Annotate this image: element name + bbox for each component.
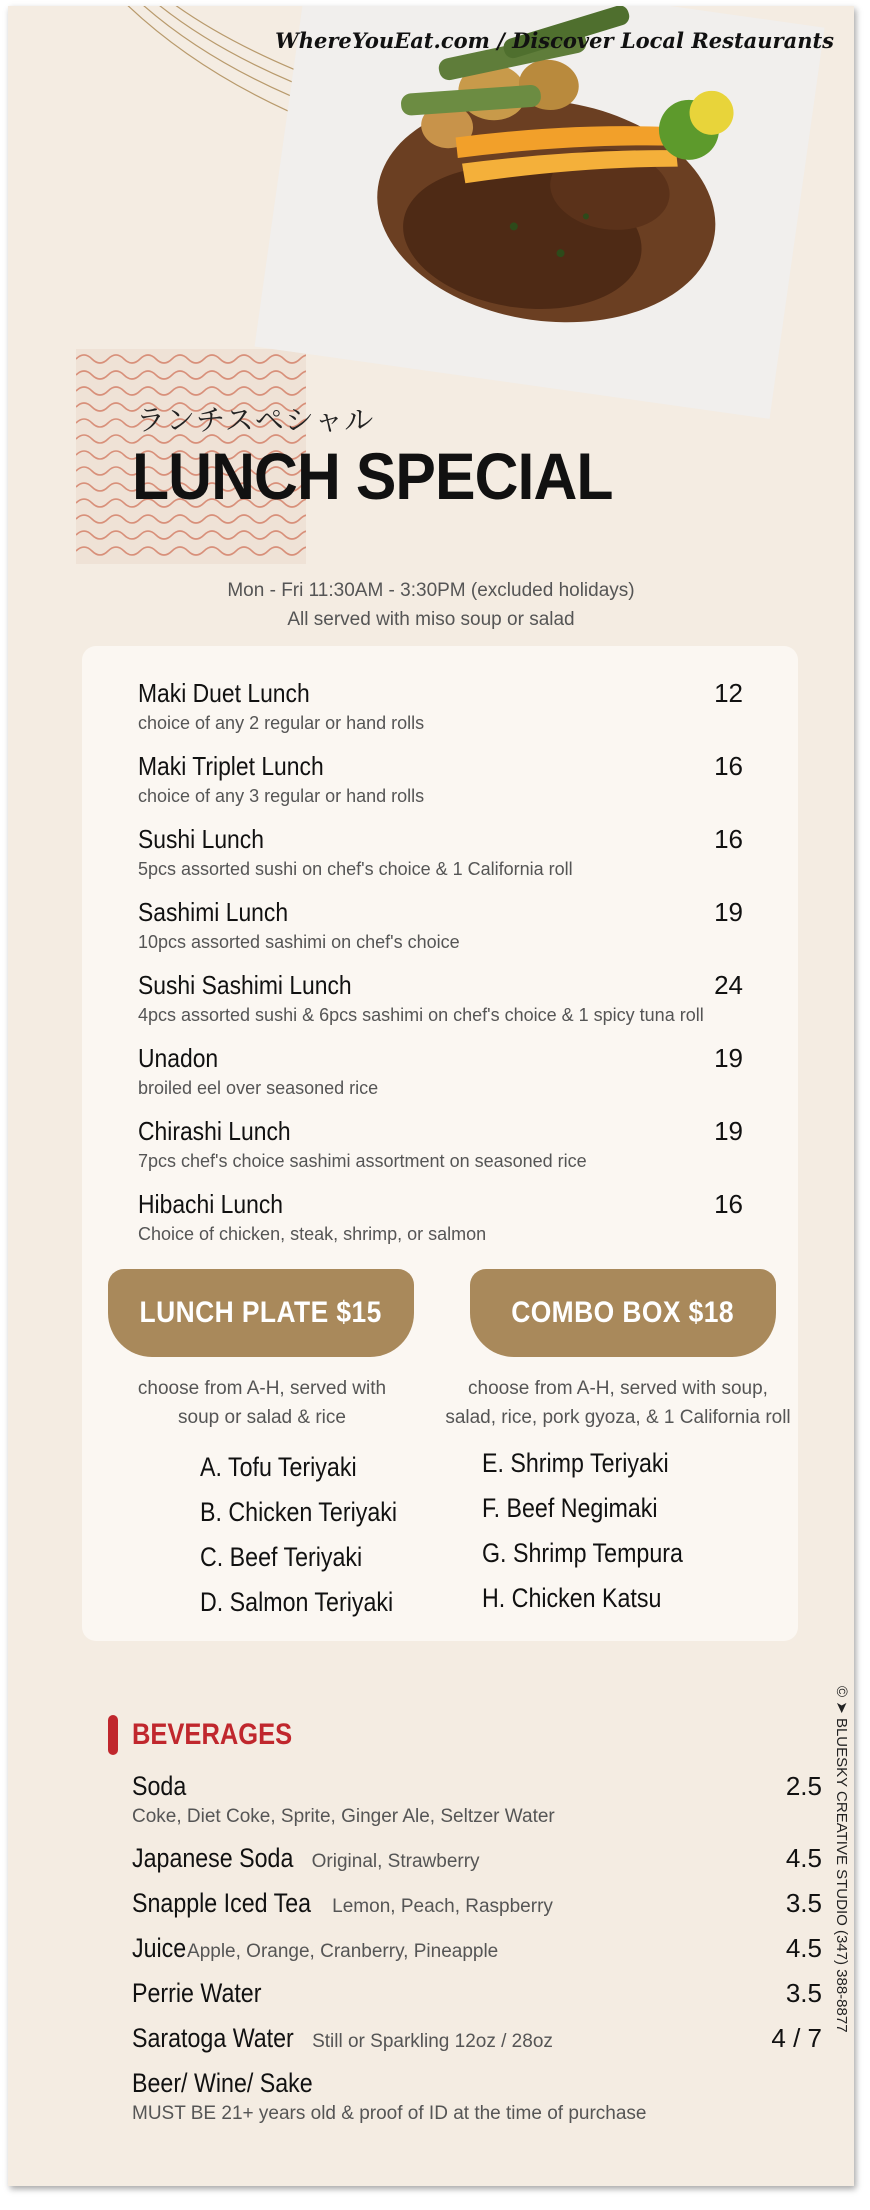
item-desc: 4pcs assorted sushi & 6pcs sashimi on chef's choice & 1 spicy tuna roll [138,1005,704,1025]
japanese-title: ランチスペシャル [136,403,375,437]
hours-info [8,576,854,634]
accent-bar [108,1715,118,1755]
beverage-price: 3.5 [785,1888,822,1918]
item-price: 24 [714,970,743,1000]
beverage-item [132,1771,822,1828]
designer-credit: © ➤ BLUESKY CREATIVE STUDIO (347) 388-8877 [833,1686,850,2033]
hours-text: Mon - Fri 11:30AM - 3:30PM (excluded holidays) [227,580,635,601]
lunch-plate-desc-line: choose from A-H, served with [137,1378,387,1399]
combo-box-desc-line: salad, rice, pork gyoza, & 1 California roll [445,1407,791,1428]
item-desc: 7pcs chef's choice sashimi assortment on seasoned rice [138,1151,587,1171]
item-name: Chirashi Lunch [138,1116,291,1146]
menu-item [138,1189,743,1245]
combo-box-badge [470,1269,776,1357]
item-desc: choice of any 2 regular or hand rolls [138,713,425,733]
lunch-plate-desc-line: soup or salad & rice [178,1407,346,1428]
beverage-price: 3.5 [785,1978,822,2008]
beverage-item [132,1843,822,1874]
menu-page [8,6,854,2186]
item-desc: 5pcs assorted sushi on chef's choice & 1 California roll [138,859,573,879]
food-photo [255,6,825,419]
served-with-text: All served with miso soup or salad [287,609,575,630]
beverages-title: BEVERAGES [132,1718,293,1751]
lunch-plate-badge [108,1269,414,1357]
beverage-desc: MUST BE 21+ years old & proof of ID at the time of purchase [132,2103,647,2124]
beverage-options: Original, Strawberry [311,1851,480,1872]
beverage-name: Japanese Soda [132,1843,294,1873]
item-desc: choice of any 3 regular or hand rolls [138,786,425,806]
choice-item: F. Beef Negimaki [482,1493,658,1523]
item-desc: 10pcs assorted sashimi on chef's choice [138,932,460,952]
beverage-price: 2.5 [785,1771,822,1801]
item-price: 16 [714,751,743,781]
beverage-price: 4.5 [785,1843,822,1873]
beverage-item [132,2068,822,2125]
item-price: 19 [714,897,743,927]
beverage-name: Soda [132,1771,187,1801]
menu-item [138,1116,743,1172]
beverage-item [132,1933,822,1964]
menu-item [138,678,743,734]
beverage-name: Perrie Water [132,1978,262,2008]
menu-item [138,897,743,953]
choice-item: H. Chicken Katsu [482,1583,662,1613]
item-name: Unadon [138,1043,219,1073]
beverage-name: Saratoga Water [132,2023,294,2053]
combo-box-desc-line: choose from A-H, served with soup, [468,1378,768,1399]
combo-box-desc [428,1374,808,1432]
menu-item [138,751,743,807]
item-name: Sushi Lunch [138,824,264,854]
item-price: 16 [714,824,743,854]
beverage-name: Juice [132,1933,187,1963]
item-name: Sushi Sashimi Lunch [138,970,352,1000]
beverage-item [132,2023,822,2054]
beverages-heading [108,1714,320,1756]
choice-item: D. Salmon Teriyaki [200,1587,394,1617]
item-desc: broiled eel over seasoned rice [138,1078,379,1098]
choice-item: C. Beef Teriyaki [200,1542,363,1572]
lunch-plate-label: LUNCH PLATE $15 [139,1296,383,1329]
choice-item: A. Tofu Teriyaki [200,1452,357,1482]
combo-box-label: COMBO BOX $18 [511,1296,735,1329]
beverage-price: 4 / 7 [771,2023,822,2053]
item-price: 16 [714,1189,743,1219]
menu-item [138,970,743,1026]
item-name: Sashimi Lunch [138,897,289,927]
beverage-desc: Coke, Diet Coke, Sprite, Ginger Ale, Seltzer Water [132,1806,555,1827]
beverage-options: Still or Sparkling 12oz / 28oz [312,2031,553,2052]
item-name: Maki Duet Lunch [138,678,310,708]
choice-item: B. Chicken Teriyaki [200,1497,398,1527]
beverage-price: 4.5 [785,1933,822,1963]
beverage-name: Beer/ Wine/ Sake [132,2068,313,2098]
page-title: LUNCH SPECIAL [132,439,613,513]
menu-item [138,824,743,880]
beverage-name: Snapple Iced Tea [132,1888,312,1918]
item-name: Maki Triplet Lunch [138,751,324,781]
item-name: Hibachi Lunch [138,1189,284,1219]
site-watermark: WhereYouEat.com / Discover Local Restaurants [275,28,834,53]
lunch-plate-desc [82,1374,442,1432]
choice-item: E. Shrimp Teriyaki [482,1448,669,1478]
beverage-item [132,1888,822,1919]
beverage-item [132,1978,822,2009]
item-price: 19 [714,1116,743,1146]
beverage-options: Apple, Orange, Cranberry, Pineapple [187,1941,499,1962]
item-desc: Choice of chicken, steak, shrimp, or salmon [138,1224,487,1244]
item-price: 19 [714,1043,743,1073]
item-price: 12 [714,678,743,708]
choice-item: G. Shrimp Tempura [482,1538,683,1568]
beverage-options: Lemon, Peach, Raspberry [332,1896,553,1917]
menu-item [138,1043,743,1099]
